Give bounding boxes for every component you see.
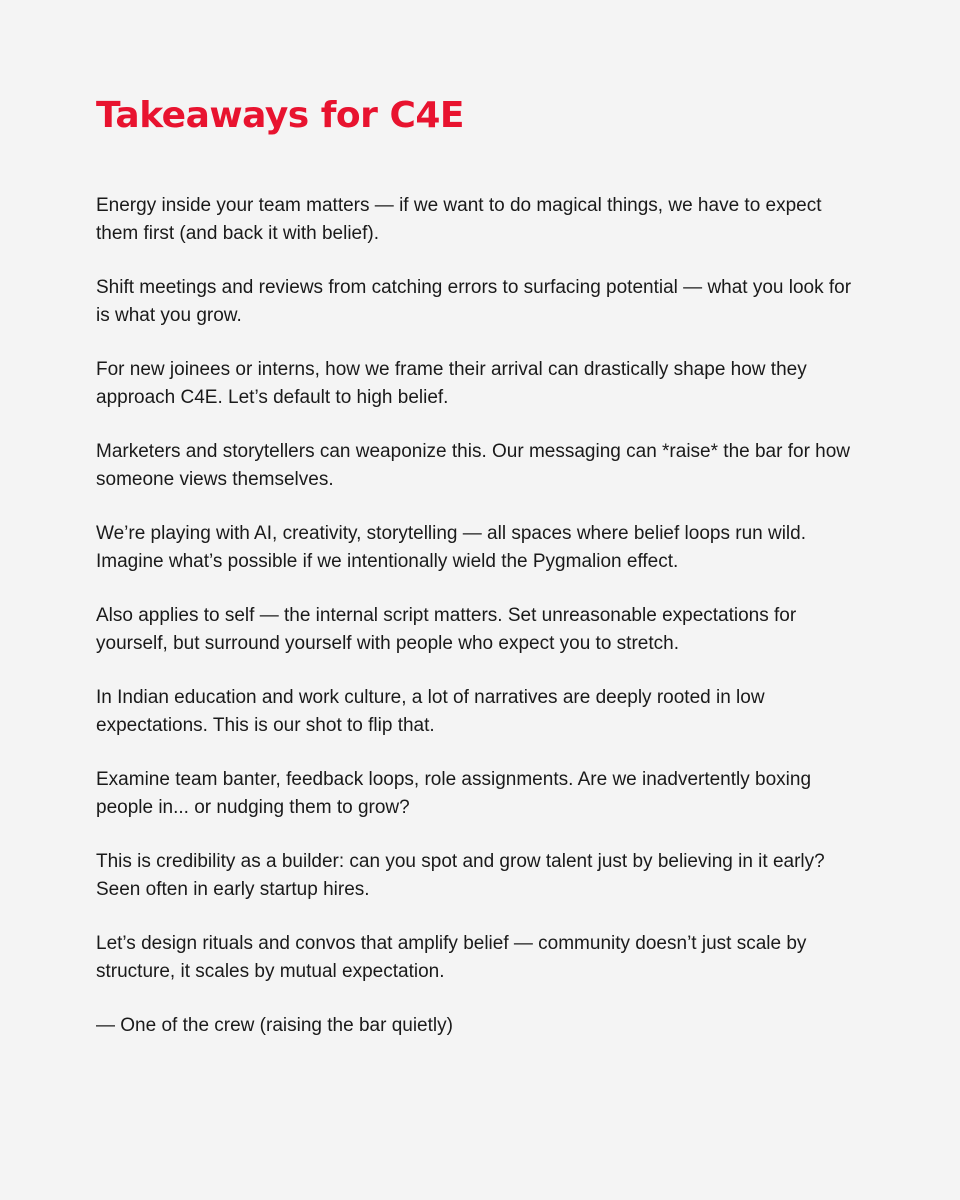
page-title: Takeaways for C4E — [96, 95, 465, 136]
takeaway-paragraph: Examine team banter, feedback loops, role assignments. Are we inadvertently boxing people in... or nudging them to grow? — [96, 769, 812, 818]
document-page — [96, 96, 876, 1040]
takeaway-paragraph: This is credibility as a builder: can you spot and grow talent just by believing in it early? Seen often in early startup hires. — [96, 851, 825, 900]
takeaways-list — [96, 192, 876, 1040]
takeaway-paragraph: Energy inside your team matters — if we want to do magical things, we have to expect them first (and back it with belief). — [96, 195, 822, 244]
takeaway-paragraph: Marketers and storytellers can weaponize this. Our messaging can *raise* the bar for how someone views themselves. — [96, 441, 851, 490]
signoff: — One of the crew (raising the bar quietly) — [96, 1015, 453, 1036]
takeaway-paragraph: For new joinees or interns, how we frame their arrival can drastically shape how they approach C4E. Let’s default to high belief. — [96, 359, 807, 408]
takeaway-paragraph: Let’s design rituals and convos that amplify belief — community doesn’t just scale by structure, it scales by mutual expectation. — [96, 933, 807, 982]
takeaway-paragraph: In Indian education and work culture, a lot of narratives are deeply rooted in low expectations. This is our shot to flip that. — [96, 687, 765, 736]
takeaway-paragraph: Shift meetings and reviews from catching errors to surfacing potential — what you look for is what you grow. — [96, 277, 852, 326]
takeaway-paragraph: Also applies to self — the internal script matters. Set unreasonable expectations for yourself, but surround yourself with people who expect you to stretch. — [96, 605, 797, 654]
takeaway-paragraph: We’re playing with AI, creativity, storytelling — all spaces where belief loops run wild. Imagine what’s possible if we intentionally wield the Pygmalion effect. — [96, 523, 806, 572]
